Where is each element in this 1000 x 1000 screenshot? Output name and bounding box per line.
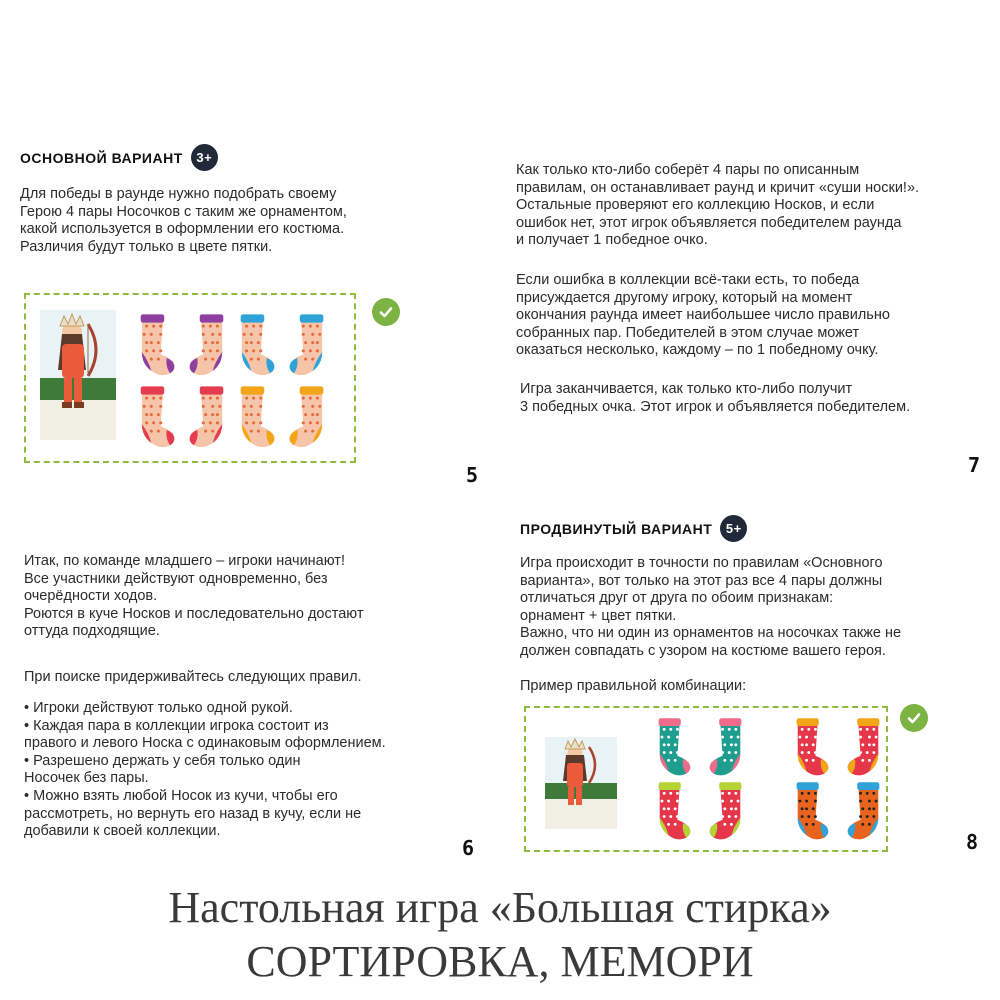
- sock-icon: [132, 312, 180, 378]
- page8-paragraph: [520, 555, 901, 661]
- text-line: Игра заканчивается, как только кто-либо получит: [520, 381, 853, 397]
- text-line: Итак, по команде младшего – игроки начинают!: [24, 553, 345, 569]
- text-line: орнамент + цвет пятки.: [520, 607, 677, 624]
- page-number-6: 6: [462, 836, 475, 860]
- sock-icon: [842, 716, 888, 778]
- page7-paragraph-1: [516, 162, 919, 250]
- footer-title: Настольная игра «Большая стирка»: [168, 883, 832, 932]
- rule-item: • Разрешено держать у себя только один: [24, 752, 301, 769]
- text-line: Важно, что ни один из орнаментов на носочках также не: [520, 625, 902, 642]
- footer-subtitle: СОРТИРОВКА, МЕМОРИ: [246, 937, 754, 986]
- text-line: собранных пар. Победителей в этом случае может: [516, 324, 860, 341]
- page-number-5: 5: [466, 463, 479, 487]
- page7-paragraph-2: [516, 272, 890, 360]
- text-line: отличаться друг от друга по обоим признакам:: [520, 590, 834, 607]
- text-line: должен совпадать с узором на костюме вашего героя.: [520, 642, 886, 659]
- sock-icon: [284, 384, 332, 450]
- sock-icon: [650, 716, 696, 778]
- page5-heading-text: ОСНОВНОЙ ВАРИАНТ: [20, 149, 183, 166]
- text-line: и получает 1 победное очко.: [516, 232, 708, 249]
- text-line: варианта», вот только на этот раз все 4 пары должны: [520, 572, 883, 589]
- text-line: Как только кто-либо соберёт 4 пары по описанным: [516, 162, 860, 178]
- page6-paragraph-1: [24, 553, 364, 641]
- text-line: Игра происходит в точности по правилам «Основного: [520, 555, 883, 571]
- age-badge-5plus: 5+: [720, 515, 747, 542]
- page8-example-caption: Пример правильной комбинации:: [520, 678, 747, 694]
- sock-icon: [232, 384, 280, 450]
- text-line: оказаться несколько, каждому – по 1 победному очку.: [516, 342, 879, 359]
- page-number-7: 7: [968, 453, 981, 477]
- text-line: ошибок нет, этот игрок объявляется победителем раунда: [516, 214, 902, 231]
- sock-icon: [704, 716, 750, 778]
- text-line: Если ошибка в коллекции всё-таки есть, то победа: [516, 272, 860, 288]
- text-line: оттуда подходящие.: [24, 623, 160, 640]
- text-line: 3 победных очка. Этот игрок и объявляется победителем.: [520, 398, 911, 415]
- sock-icon: [232, 312, 280, 378]
- rule-item: • Можно взять любой Носок из кучи, чтобы его: [24, 787, 338, 804]
- sock-icon: [184, 384, 232, 450]
- sock-icon: [650, 780, 696, 842]
- rule-item: • Игроки действуют только одной рукой.: [24, 700, 293, 716]
- text-line: какой используется в оформлении его костюма.: [20, 221, 345, 238]
- text-line: очерёдности ходов.: [24, 588, 158, 605]
- check-circle-icon: [900, 704, 928, 732]
- text-line: Все участники действуют одновременно, без: [24, 570, 328, 587]
- text-line: Герою 4 пары Носочков с таким же орнаментом,: [20, 203, 347, 220]
- sock-icon: [284, 312, 332, 378]
- text-line: Роются в куче Носков и последовательно достают: [24, 605, 364, 622]
- text-line: правилам, он останавливает раунд и кричит «суши носки!».: [516, 179, 920, 196]
- sock-icon: [788, 780, 834, 842]
- text-line: Остальные проверяют его коллекцию Носков, и если: [516, 197, 875, 214]
- hero-illustration: [40, 310, 116, 440]
- page-number-8: 8: [966, 830, 979, 854]
- sock-icon: [184, 312, 232, 378]
- check-circle-icon: [372, 298, 400, 326]
- sock-icon: [132, 384, 180, 450]
- page5-heading: [20, 144, 218, 171]
- rule-item: рассмотреть, но вернуть его назад в кучу, если не: [24, 805, 362, 822]
- page6-rules-list: [24, 700, 386, 841]
- page6-rules-intro: При поиске придерживайтесь следующих правил.: [24, 669, 362, 685]
- hero-illustration: [545, 737, 617, 829]
- text-line: Для победы в раунде нужно подобрать своему: [20, 186, 337, 202]
- rule-item: добавили к своей коллекции.: [24, 823, 221, 840]
- page7-paragraph-3: [520, 381, 910, 416]
- age-badge-3plus: 3+: [191, 144, 218, 171]
- sock-icon: [704, 780, 750, 842]
- rule-item: правого и левого Носка с одинаковым оформлением.: [24, 735, 386, 752]
- sock-icon: [842, 780, 888, 842]
- rule-item: • Каждая пара в коллекции игрока состоит из: [24, 717, 329, 734]
- sock-icon: [788, 716, 834, 778]
- rule-item: Носочек без пары.: [24, 770, 149, 787]
- text-line: Различия будут только в цвете пятки.: [20, 238, 273, 255]
- text-line: присуждается другому игроку, который на момент: [516, 289, 853, 306]
- page8-heading: [520, 515, 747, 542]
- text-line: окончания раунда имеет наибольшее число правильно: [516, 307, 890, 324]
- page5-paragraph: [20, 186, 347, 256]
- page8-heading-text: ПРОДВИНУТЫЙ ВАРИАНТ: [520, 520, 713, 537]
